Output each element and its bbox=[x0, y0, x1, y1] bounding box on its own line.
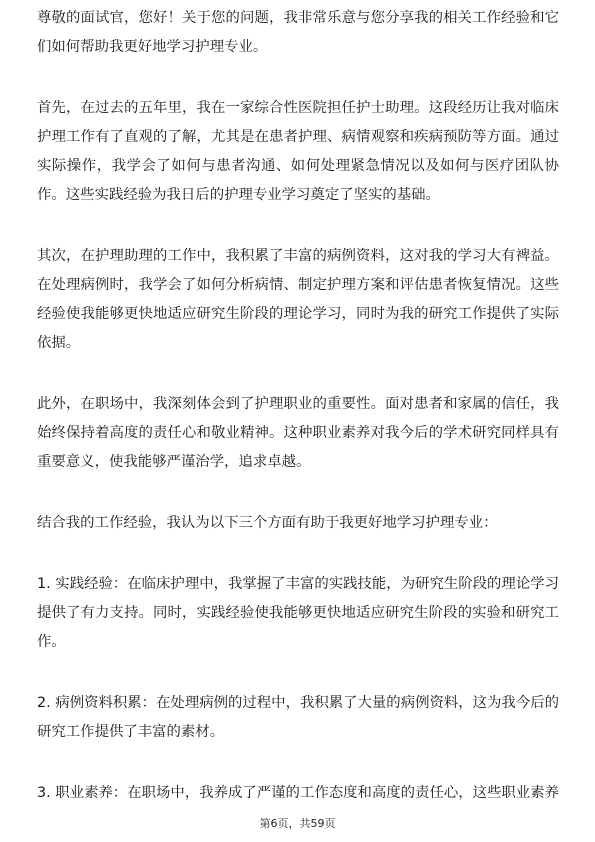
paragraph-first: 首先，在过去的五年里，我在一家综合性医院担任护士助理。这段经历让我对临床护理工作有了直观的了解，尤其是在患者护理、病情观察和疾病预防等方面。通过实际操作，我学会了如何与患者沟通、如何处理紧急情况以及如何与医疗团队协作。这些实践经验为我日后的护理专业学习奠定了坚实的基础。 bbox=[37, 100, 559, 203]
page-number: 第6页，共59页 bbox=[259, 817, 336, 830]
list-item-case-records: 2. 病例资料积累：在处理病例的过程中，我积累了大量的病例资料，这为我今后的研究工作提供了丰富的素材。 bbox=[37, 695, 559, 740]
paragraph-moreover: 此外，在职场中，我深刻体会到了护理职业的重要性。面对患者和家属的信任，我始终保持着高度的责任心和敬业精神。这种职业素养对我今后的学术研究同样具有重要意义，使我能够严谨治学，追求卓越。 bbox=[37, 396, 559, 470]
paragraph-greeting: 尊敬的面试官，您好！关于您的问题，我非常乐意与您分享我的相关工作经验和它们如何帮助我更好地学习护理专业。 bbox=[37, 10, 559, 55]
paragraph-second: 其次，在护理助理的工作中，我积累了丰富的病例资料，这对我的学习大有裨益。在处理病例时，我学会了如何分析病情、制定护理方案和评估患者恢复情况。这些经验使我能够更快地适应研究生阶段的理论学习，同时为我的研究工作提供了实际依据。 bbox=[37, 248, 559, 351]
document-body bbox=[37, 4, 559, 840]
list-item-practice: 1. 实践经验：在临床护理中，我掌握了丰富的实践技能，为研究生阶段的理论学习提供了有力支持。同时，实践经验使我能够更快地适应研究生阶段的实验和研究工作。 bbox=[37, 576, 559, 650]
list-item-professionalism: 3. 职业素养：在职场中，我养成了严谨的工作态度和高度的责任心，这些职业素养 bbox=[37, 785, 559, 801]
paragraph-summary-intro: 结合我的工作经验，我认为以下三个方面有助于我更好地学习护理专业： bbox=[37, 515, 498, 531]
